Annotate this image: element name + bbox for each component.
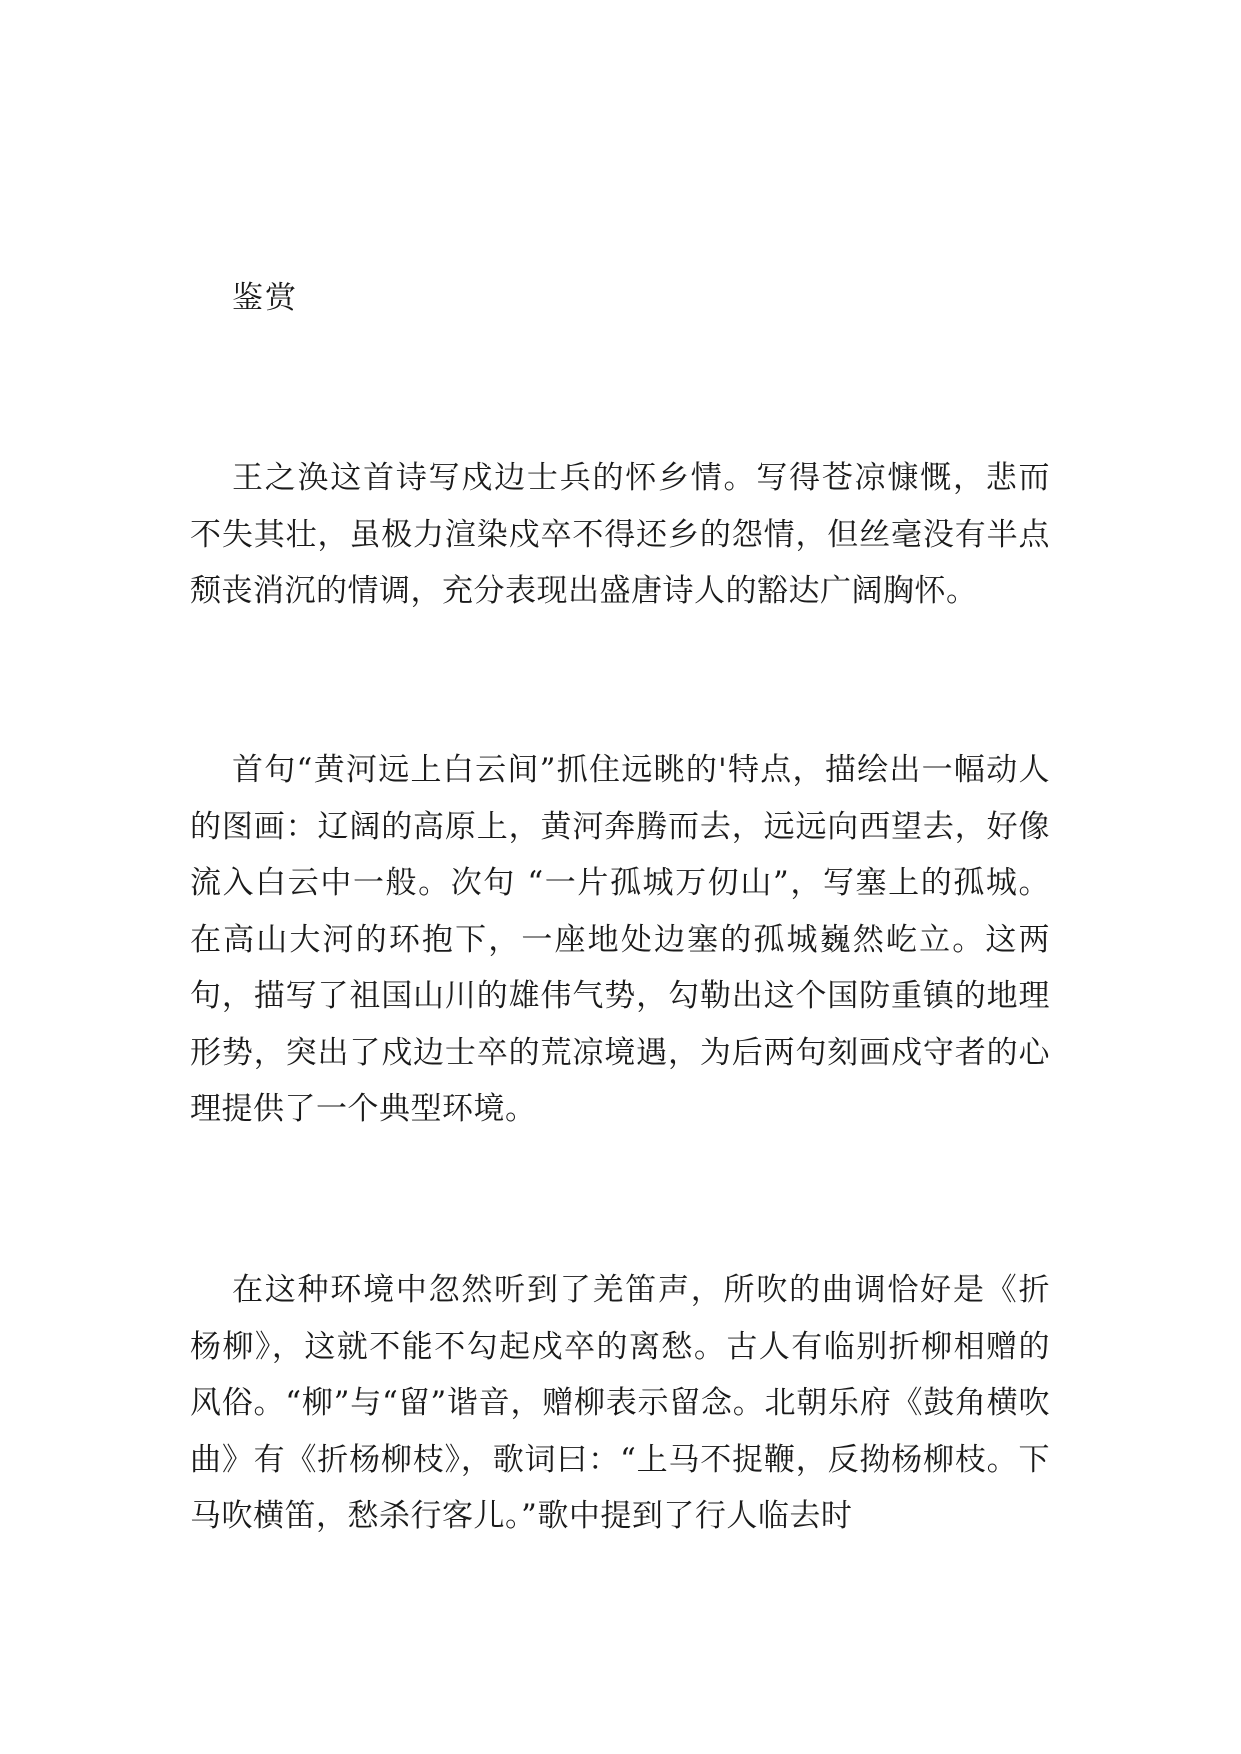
section-heading: 鉴赏 bbox=[232, 280, 298, 316]
paragraph-flute: 在这种环境中忽然听到了羌笛声，所吹的曲调恰好是《折杨柳》，这就不能不勾起戍卒的离愁。古人有临别折柳相赠的风俗。“柳”与“留”谐音，赠柳表示留念。北朝乐府《鼓角横吹曲》有《折杨柳枝》，歌词曰：“上马不捉鞭，反拗杨柳枝。下马吹横笛，愁杀行客儿。”歌中提到了行人临去时 bbox=[190, 1272, 1050, 1534]
paragraph-first-lines: 首句“黄河远上白云间”抓住远眺的'特点，描绘出一幅动人的图画：辽阔的高原上，黄河奔腾而去，远远向西望去，好像流入白云中一般。次句 “一片孤城万仞山”，写塞上的孤城。在高山大河的环抱下，一座地处边塞的孤城巍然屹立。这两句，描写了祖国山川的雄伟气势，勾勒出这个国防重镇的地理形势，突出了戍边士卒的荒凉境遇，为后两句刻画戍守者的心理提供了一个典型环境。 bbox=[190, 752, 1050, 1127]
paragraph-intro: 王之涣这首诗写戍边士兵的怀乡情。写得苍凉慷慨，悲而不失其壮，虽极力渲染戍卒不得还乡的怨情，但丝毫没有半点颓丧消沉的情调，充分表现出盛唐诗人的豁达广阔胸怀。 bbox=[190, 460, 1050, 609]
